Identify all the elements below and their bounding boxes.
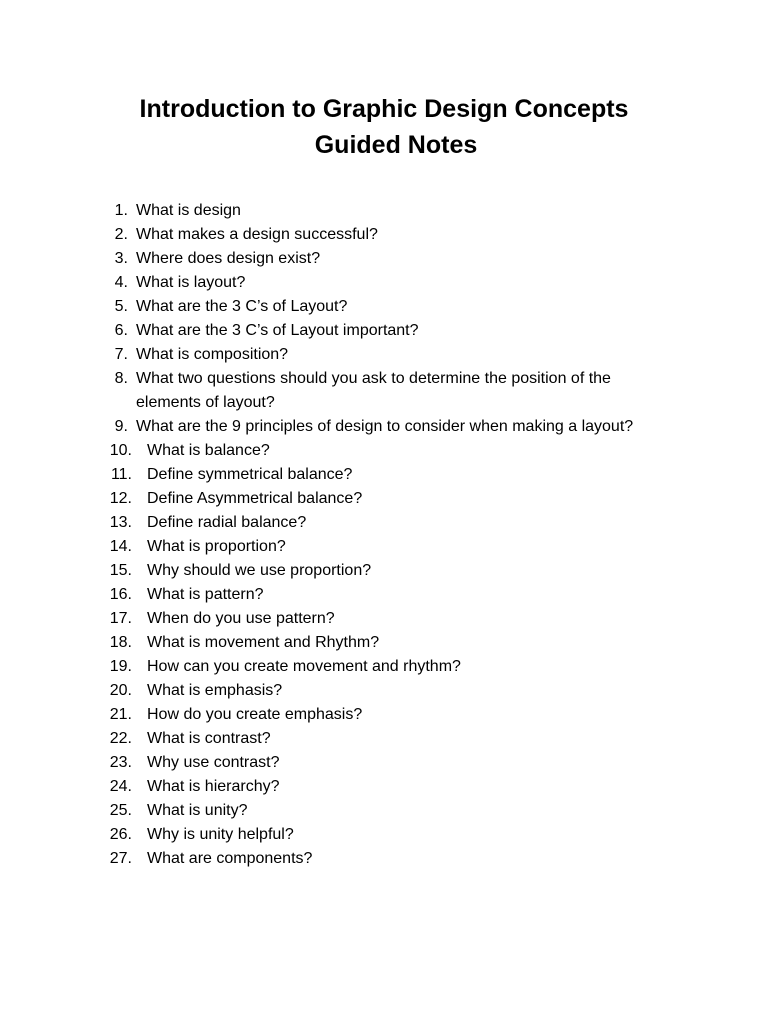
question-text: What is layout? — [136, 274, 246, 291]
question-text: What is design — [136, 202, 241, 219]
question-text: What are the 3 C’s of Layout important? — [136, 322, 419, 339]
question-item — [0, 799, 768, 823]
question-text: What is contrast? — [147, 730, 271, 747]
question-text: What is composition? — [136, 346, 289, 363]
question-item — [0, 775, 768, 799]
question-item — [0, 535, 768, 559]
question-text: What is hierarchy? — [147, 778, 280, 795]
question-text: What makes a design successful? — [136, 226, 378, 243]
question-text: How can you create movement and rhythm? — [147, 658, 461, 675]
question-text: Define symmetrical balance? — [147, 466, 353, 483]
question-number: 9. — [114, 418, 128, 435]
question-text: What is unity? — [147, 802, 248, 819]
question-number: 5. — [114, 298, 128, 315]
document-title: Introduction to Graphic Design Concepts — [139, 95, 629, 123]
question-item — [0, 655, 768, 679]
question-number: 2. — [114, 226, 128, 243]
question-item — [0, 247, 768, 271]
question-text: What two questions should you ask to determine the position of the elements of layout? — [136, 370, 611, 411]
question-text: What are the 3 C’s of Layout? — [136, 298, 348, 315]
question-item — [0, 271, 768, 295]
question-number: 3. — [114, 250, 128, 267]
question-number: 21. — [109, 706, 132, 723]
question-text: Why should we use proportion? — [147, 562, 372, 579]
question-number: 26. — [109, 826, 132, 843]
question-item — [0, 439, 768, 463]
question-number: 25. — [109, 802, 132, 819]
question-number: 16. — [109, 586, 132, 603]
question-text: What is pattern? — [147, 586, 264, 603]
question-item — [0, 607, 768, 631]
question-item — [0, 487, 768, 511]
question-number: 10. — [109, 442, 132, 459]
question-text: What are components? — [147, 850, 313, 867]
question-text: When do you use pattern? — [147, 610, 335, 627]
question-item — [0, 511, 768, 535]
question-text: What is proportion? — [147, 538, 286, 555]
question-number: 24. — [109, 778, 132, 795]
question-item — [0, 703, 768, 727]
question-item — [0, 295, 768, 319]
question-item — [0, 223, 768, 247]
question-item — [0, 751, 768, 775]
question-number: 19. — [109, 658, 132, 675]
question-number: 18. — [109, 634, 132, 651]
question-item — [0, 631, 768, 655]
question-item — [0, 319, 768, 343]
question-text: Define radial balance? — [147, 514, 307, 531]
question-item — [0, 415, 768, 439]
question-text: Where does design exist? — [136, 250, 321, 267]
question-text: Define Asymmetrical balance? — [147, 490, 363, 507]
question-number: 17. — [109, 610, 132, 627]
question-text: Why is unity helpful? — [147, 826, 294, 843]
question-item — [0, 343, 768, 367]
question-number: 12. — [109, 490, 132, 507]
question-item — [0, 559, 768, 583]
question-number: 4. — [114, 274, 128, 291]
question-text: How do you create emphasis? — [147, 706, 363, 723]
question-item — [0, 583, 768, 607]
question-number: 20. — [109, 682, 132, 699]
question-item — [0, 727, 768, 751]
question-text: What is emphasis? — [147, 682, 283, 699]
question-number: 6. — [114, 322, 128, 339]
question-item — [0, 847, 768, 871]
question-item — [0, 199, 768, 223]
question-number: 13. — [109, 514, 132, 531]
question-number: 27. — [109, 850, 132, 867]
question-list — [0, 199, 768, 871]
question-text: What are the 9 principles of design to consider when making a layout? — [136, 418, 634, 435]
question-text: What is movement and Rhythm? — [147, 634, 380, 651]
question-item — [0, 367, 768, 415]
question-number: 11. — [110, 466, 132, 483]
question-number: 8. — [114, 370, 128, 387]
question-text: What is balance? — [147, 442, 270, 459]
question-number: 14. — [109, 538, 132, 555]
question-text: Why use contrast? — [147, 754, 280, 771]
document-subtitle: Guided Notes — [314, 131, 478, 159]
question-number: 7. — [114, 346, 128, 363]
question-item — [0, 463, 768, 487]
question-number: 15. — [109, 562, 132, 579]
question-number: 1. — [114, 202, 128, 219]
question-number: 23. — [109, 754, 132, 771]
question-number: 22. — [109, 730, 132, 747]
question-item — [0, 823, 768, 847]
question-item — [0, 679, 768, 703]
